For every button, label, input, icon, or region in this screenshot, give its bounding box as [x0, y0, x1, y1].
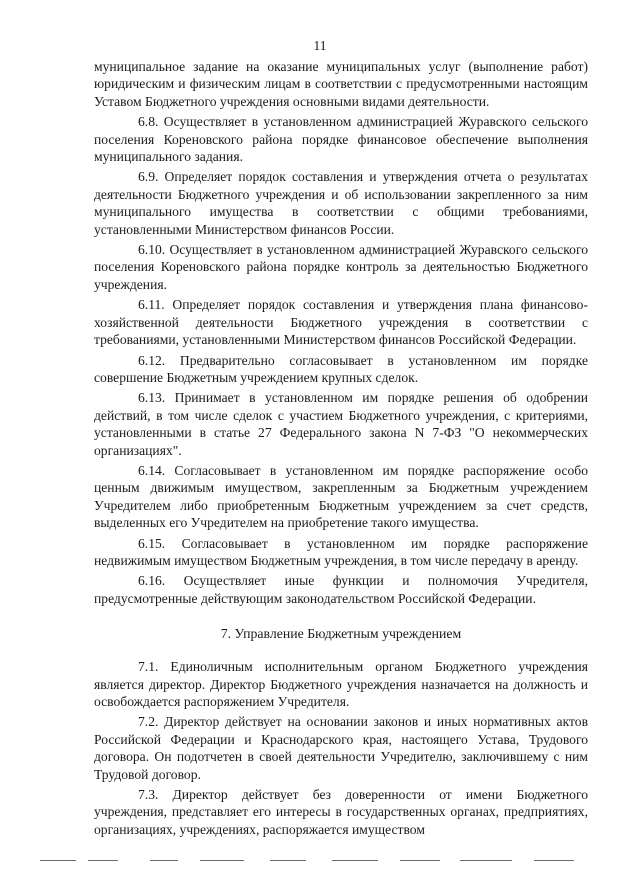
- paragraph-6-13: 6.13. Принимает в установленном им порядке решения об одобрении действий, в том числе сделок с участием Бюджетного учреждения, с критериями, установленными в статье 27 Федерального закона N 7-ФЗ "О некоммерческих организациях".: [94, 390, 588, 458]
- paragraph-7-3: 7.3. Директор действует без доверенности от имени Бюджетного учреждения, представляет его интересы в государственных органах, предприятиях, организациях, учреждениях, распоряжается имуществом: [94, 787, 588, 837]
- footer-rule-segment: [400, 860, 440, 861]
- footer-rule: [40, 860, 600, 864]
- paragraph-6-12: 6.12. Предварительно согласовывает в установленном им порядке совершение Бюджетным учреждением крупных сделок.: [94, 352, 588, 385]
- section-heading: 7. Управление Бюджетным учреждением: [220, 626, 462, 642]
- paragraph-6-16: 6.16. Осуществляет иные функции и полномочия Учредителя, предусмотренные действующим законодательством Российской Федерации.: [94, 573, 588, 606]
- footer-rule-segment: [460, 860, 512, 861]
- paragraph-6-9: 6.9. Определяет порядок составления и утверждения отчета о результатах деятельности Бюджетного учреждения и об использовании закрепленного за ним муниципального имущества в соответствии с общими требованиями, установленными Министерством финансов России.: [94, 169, 588, 237]
- paragraph-7-1: 7.1. Единоличным исполнительным органом Бюджетного учреждения является директор. Директор Бюджетного учреждения назначается на должность и освобождается распоряжением Учредителя.: [94, 659, 588, 709]
- page-number: 11: [313, 38, 327, 53]
- paragraph-continuation: муниципальное задание на оказание муниципальных услуг (выполнение работ) юридическим и физическим лицам в соответствии с предусмотренными настоящим Уставом Бюджетного учреждения основными видами деятельности.: [94, 59, 588, 109]
- document-body: [94, 58, 588, 841]
- footer-rule-segment: [200, 860, 244, 861]
- footer-rule-segment: [270, 860, 306, 861]
- paragraph-6-10: 6.10. Осуществляет в установленном администрацией Журавского сельского поселения Кореновского района порядке контроль за деятельностью Бюджетного учреждения.: [94, 242, 588, 292]
- paragraph-6-15: 6.15. Согласовывает в установленном им порядке распоряжение недвижимым имуществом Бюджетным учреждения, в том числе передачу в аренду.: [94, 535, 588, 568]
- footer-rule-segment: [534, 860, 574, 861]
- paragraph-6-11: 6.11. Определяет порядок составления и утверждения плана финансово-хозяйственной деятельности Бюджетного учреждения в соответствии с требованиями, установленными Министерством финансов Российской Федерации.: [94, 297, 588, 348]
- paragraph-6-14: 6.14. Согласовывает в установленном им порядке распоряжение особо ценным движимым имуществом, закрепленным за Бюджетным учреждением Учредителем либо приобретенным Бюджетным учреждением за счет средств, выделенных его Учредителем на приобретение такого имущества.: [94, 462, 588, 531]
- footer-rule-segment: [150, 860, 178, 861]
- footer-rule-segment: [332, 860, 378, 861]
- footer-rule-segment: [40, 860, 76, 861]
- footer-rule-segment: [88, 860, 118, 861]
- paragraph-6-8: 6.8. Осуществляет в установленном администрацией Журавского сельского поселения Кореновского района порядке финансовое обеспечение выполнения муниципального задания.: [94, 114, 588, 165]
- paragraph-7-2: 7.2. Директор действует на основании законов и иных нормативных актов Российской Федерации и Краснодарского края, настоящего Устава, Трудового договора. Он подотчетен в своей деятельности Учредителю, заключившему с ним Трудовой договор.: [94, 714, 588, 782]
